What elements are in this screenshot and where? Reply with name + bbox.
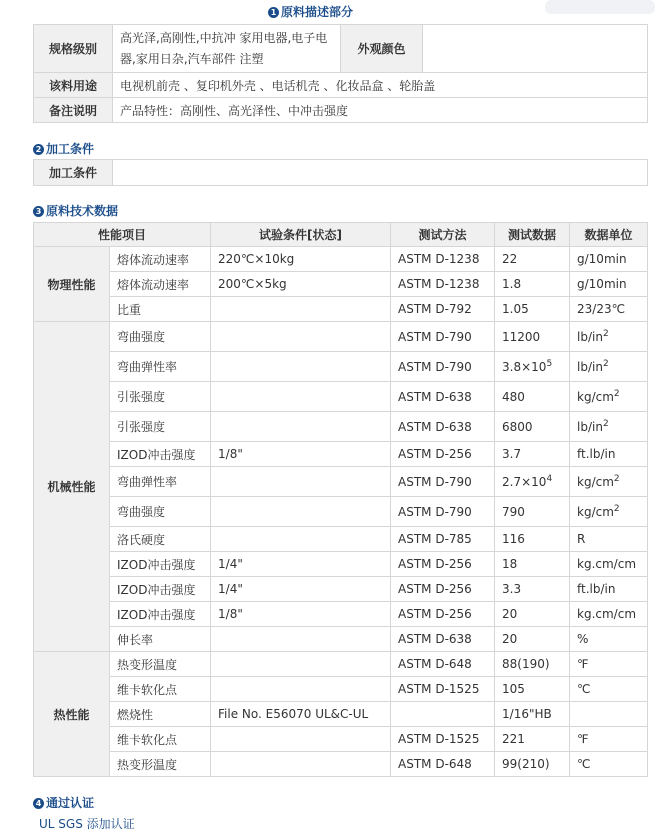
value-cell: 88(190) bbox=[495, 652, 570, 677]
property-item-cell: IZOD冲击强度 bbox=[110, 577, 211, 602]
condition-cell bbox=[211, 627, 391, 652]
method-cell: ASTM D-256 bbox=[391, 577, 495, 602]
category-cell: 热性能 bbox=[34, 652, 110, 777]
method-cell: ASTM D-1238 bbox=[391, 272, 495, 297]
processing-table bbox=[33, 159, 648, 186]
condition-cell: 1/4" bbox=[211, 552, 391, 577]
superscript: 4 bbox=[546, 473, 553, 484]
value-cell: 480 bbox=[495, 382, 570, 412]
value-cell: 105 bbox=[495, 677, 570, 702]
condition-cell: File No. E56070 UL&C-UL bbox=[211, 702, 391, 727]
header-value: 测试数据 bbox=[495, 223, 570, 247]
section-title-certification: 4 通过认证 bbox=[33, 794, 94, 811]
color-label: 外观颜色 bbox=[341, 25, 423, 73]
condition-cell bbox=[211, 677, 391, 702]
note-label: 备注说明 bbox=[34, 98, 113, 123]
table-row bbox=[34, 297, 648, 322]
table-row bbox=[34, 247, 648, 272]
method-cell: ASTM D-638 bbox=[391, 412, 495, 442]
condition-cell: 200℃×5kg bbox=[211, 272, 391, 297]
method-cell bbox=[391, 702, 495, 727]
method-cell: ASTM D-1525 bbox=[391, 677, 495, 702]
unit-cell: $kg/cm^2$ bbox=[570, 467, 648, 497]
property-item-cell: 热变形温度 bbox=[110, 752, 211, 777]
blurred-header-area bbox=[545, 0, 655, 14]
unit-cell: 23/23℃ bbox=[570, 297, 648, 322]
category-cell: 机械性能 bbox=[34, 322, 110, 652]
superscript: 2 bbox=[613, 388, 620, 399]
property-item-cell: 伸长率 bbox=[110, 627, 211, 652]
superscript: 2 bbox=[613, 503, 620, 514]
header-method: 测试方法 bbox=[391, 223, 495, 247]
circled-number-badge: 4 bbox=[33, 798, 44, 809]
technical-data-table bbox=[33, 222, 648, 777]
table-row bbox=[34, 552, 648, 577]
value-cell: 116 bbox=[495, 527, 570, 552]
description-table bbox=[33, 24, 648, 123]
method-cell: ASTM D-790 bbox=[391, 352, 495, 382]
table-row bbox=[34, 322, 648, 352]
unit-cell: $lb/in^2$ bbox=[570, 412, 648, 442]
condition-cell: 1/8" bbox=[211, 442, 391, 467]
header-condition: 试验条件[状态] bbox=[211, 223, 391, 247]
condition-cell bbox=[211, 497, 391, 527]
value-cell: 3.7 bbox=[495, 442, 570, 467]
method-cell: ASTM D-648 bbox=[391, 752, 495, 777]
value-cell: 790 bbox=[495, 497, 570, 527]
value-cell: 18 bbox=[495, 552, 570, 577]
certification-value: UL SGS 添加认证 bbox=[39, 817, 135, 831]
unit-cell bbox=[570, 702, 648, 727]
method-cell: ASTM D-638 bbox=[391, 382, 495, 412]
condition-cell bbox=[211, 382, 391, 412]
superscript: 2 bbox=[602, 418, 609, 429]
property-item-cell: 维卡软化点 bbox=[110, 727, 211, 752]
value-cell: $2.7\times 10^4$ bbox=[495, 467, 570, 497]
value-cell: 22 bbox=[495, 247, 570, 272]
property-item-cell: 引张强度 bbox=[110, 412, 211, 442]
method-cell: ASTM D-792 bbox=[391, 297, 495, 322]
value-cell: 1.8 bbox=[495, 272, 570, 297]
circled-number-badge: 2 bbox=[33, 144, 44, 155]
circled-number-badge: 3 bbox=[33, 206, 44, 217]
superscript: 2 bbox=[602, 328, 609, 339]
section-title-processing: 2 加工条件 bbox=[33, 140, 94, 157]
property-item-cell: 热变形温度 bbox=[110, 652, 211, 677]
table-row bbox=[34, 727, 648, 752]
table-row bbox=[34, 702, 648, 727]
table-row bbox=[34, 527, 648, 552]
value-cell: 1.05 bbox=[495, 297, 570, 322]
condition-cell: 1/4" bbox=[211, 577, 391, 602]
method-cell: ASTM D-256 bbox=[391, 602, 495, 627]
unit-cell: $lb/in^2$ bbox=[570, 352, 648, 382]
grade-label: 规格级别 bbox=[34, 25, 113, 73]
value-cell: 1/16"HB bbox=[495, 702, 570, 727]
unit-cell: kg.cm/cm bbox=[570, 552, 648, 577]
method-cell: ASTM D-256 bbox=[391, 552, 495, 577]
section-title-description: 1 原料描述部分 bbox=[268, 3, 353, 20]
table-row bbox=[34, 497, 648, 527]
value-cell: 3.3 bbox=[495, 577, 570, 602]
property-item-cell: 比重 bbox=[110, 297, 211, 322]
unit-cell: $kg/cm^2$ bbox=[570, 382, 648, 412]
superscript: 2 bbox=[613, 473, 620, 484]
method-cell: ASTM D-638 bbox=[391, 627, 495, 652]
method-cell: ASTM D-790 bbox=[391, 497, 495, 527]
value-cell: 99(210) bbox=[495, 752, 570, 777]
processing-value bbox=[113, 160, 648, 186]
method-cell: ASTM D-648 bbox=[391, 652, 495, 677]
unit-cell: R bbox=[570, 527, 648, 552]
unit-cell: g/10min bbox=[570, 272, 648, 297]
property-item-cell: IZOD冲击强度 bbox=[110, 552, 211, 577]
condition-cell bbox=[211, 297, 391, 322]
category-cell: 物理性能 bbox=[34, 247, 110, 322]
property-item-cell: 熔体流动速率 bbox=[110, 272, 211, 297]
table-row bbox=[34, 272, 648, 297]
table-row bbox=[34, 382, 648, 412]
condition-cell bbox=[211, 322, 391, 352]
value-cell: 221 bbox=[495, 727, 570, 752]
property-item-cell: 弯曲弹性率 bbox=[110, 467, 211, 497]
header-property: 性能项目 bbox=[34, 223, 211, 247]
use-label: 该料用途 bbox=[34, 73, 113, 98]
color-value bbox=[423, 25, 648, 73]
unit-cell: ft.lb/in bbox=[570, 442, 648, 467]
property-item-cell: 弯曲弹性率 bbox=[110, 352, 211, 382]
note-value: 产品特性：高刚性、高光泽性、中冲击强度 bbox=[113, 98, 648, 123]
condition-cell bbox=[211, 412, 391, 442]
processing-label: 加工条件 bbox=[34, 160, 113, 186]
method-cell: ASTM D-1525 bbox=[391, 727, 495, 752]
property-item-cell: 弯曲强度 bbox=[110, 497, 211, 527]
value-cell: 6800 bbox=[495, 412, 570, 442]
table-row bbox=[34, 442, 648, 467]
unit-cell: $kg/cm^2$ bbox=[570, 497, 648, 527]
condition-cell bbox=[211, 652, 391, 677]
section-title-technical-data: 3 原料技术数据 bbox=[33, 202, 118, 219]
condition-cell: 1/8" bbox=[211, 602, 391, 627]
property-item-cell: 洛氏硬度 bbox=[110, 527, 211, 552]
unit-cell: ft.lb/in bbox=[570, 577, 648, 602]
table-row bbox=[34, 352, 648, 382]
grade-value: 高光泽,高刚性,中抗冲 家用电器,电子电器,家用日杂,汽车部件 注塑 bbox=[113, 25, 341, 73]
circled-number-badge: 1 bbox=[268, 7, 279, 18]
method-cell: ASTM D-790 bbox=[391, 467, 495, 497]
table-row bbox=[34, 412, 648, 442]
property-item-cell: 引张强度 bbox=[110, 382, 211, 412]
table-row bbox=[34, 652, 648, 677]
unit-cell: % bbox=[570, 627, 648, 652]
value-cell: 11200 bbox=[495, 322, 570, 352]
value-cell: 20 bbox=[495, 627, 570, 652]
condition-cell: 220℃×10kg bbox=[211, 247, 391, 272]
unit-cell: ℃ bbox=[570, 677, 648, 702]
superscript: 5 bbox=[546, 358, 553, 369]
unit-cell: kg.cm/cm bbox=[570, 602, 648, 627]
unit-cell: $lb/in^2$ bbox=[570, 322, 648, 352]
table-row bbox=[34, 467, 648, 497]
method-cell: ASTM D-1238 bbox=[391, 247, 495, 272]
header-unit: 数据单位 bbox=[570, 223, 648, 247]
method-cell: ASTM D-256 bbox=[391, 442, 495, 467]
property-item-cell: 维卡软化点 bbox=[110, 677, 211, 702]
property-item-cell: IZOD冲击强度 bbox=[110, 442, 211, 467]
condition-cell bbox=[211, 467, 391, 497]
superscript: 2 bbox=[602, 358, 609, 369]
property-item-cell: 燃烧性 bbox=[110, 702, 211, 727]
condition-cell bbox=[211, 527, 391, 552]
unit-cell: ℉ bbox=[570, 727, 648, 752]
property-item-cell: IZOD冲击强度 bbox=[110, 602, 211, 627]
table-row bbox=[34, 577, 648, 602]
condition-cell bbox=[211, 352, 391, 382]
property-item-cell: 熔体流动速率 bbox=[110, 247, 211, 272]
unit-cell: ℉ bbox=[570, 652, 648, 677]
table-row bbox=[34, 627, 648, 652]
unit-cell: g/10min bbox=[570, 247, 648, 272]
method-cell: ASTM D-790 bbox=[391, 322, 495, 352]
table-row bbox=[34, 752, 648, 777]
value-cell: 20 bbox=[495, 602, 570, 627]
unit-cell: ℃ bbox=[570, 752, 648, 777]
property-item-cell: 弯曲强度 bbox=[110, 322, 211, 352]
value-cell: $3.8\times 10^5$ bbox=[495, 352, 570, 382]
table-row bbox=[34, 602, 648, 627]
condition-cell bbox=[211, 752, 391, 777]
table-row bbox=[34, 677, 648, 702]
method-cell: ASTM D-785 bbox=[391, 527, 495, 552]
condition-cell bbox=[211, 727, 391, 752]
use-value: 电视机前壳 、复印机外壳 、电话机壳 、化妆品盒 、轮胎盖 bbox=[113, 73, 648, 98]
